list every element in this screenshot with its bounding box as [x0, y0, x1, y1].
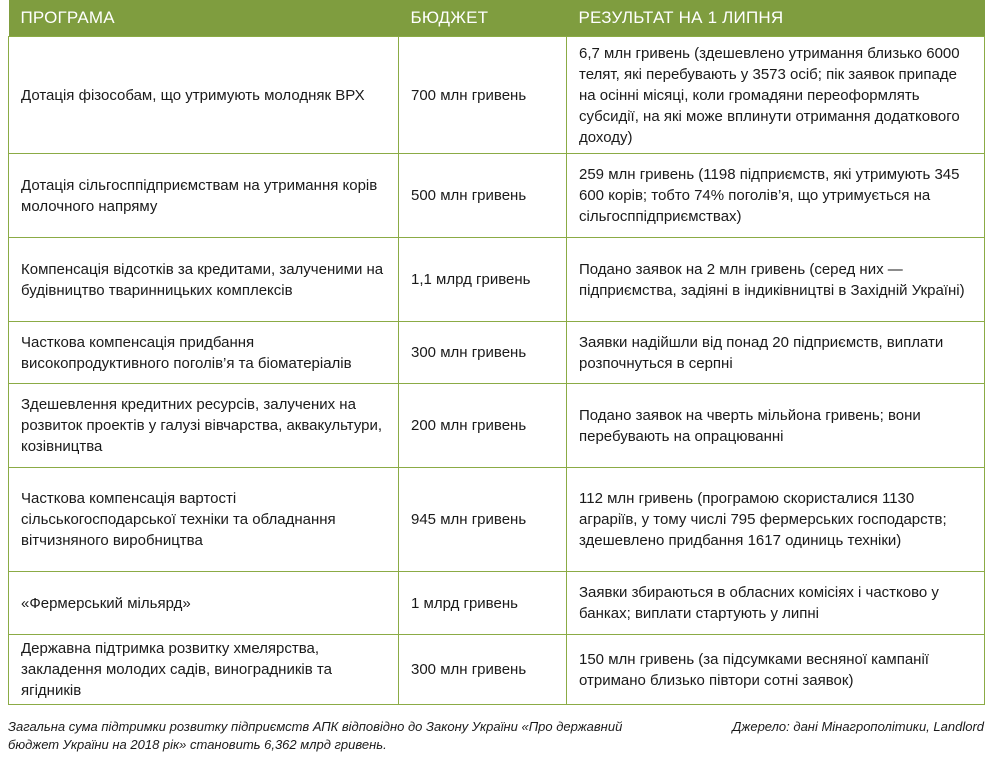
table-row	[9, 468, 985, 572]
header-budget: БЮДЖЕТ	[399, 0, 567, 37]
cell-budget: 1,1 млрд гривень	[399, 238, 567, 322]
cell-program: Компенсація відсотків за кредитами, залученими на будівництво тваринницьких комплексів	[9, 238, 399, 322]
cell-program: Часткова компенсація придбання високопродуктивного поголів’я та біоматеріалів	[9, 322, 399, 384]
header-result: РЕЗУЛЬТАТ НА 1 ЛИПНЯ	[567, 0, 985, 37]
cell-result: Заявки збираються в обласних комісіях і частково у банках; виплати стартують у липні	[567, 572, 985, 635]
table-row	[9, 572, 985, 635]
footnote: Загальна сума підтримки розвитку підприємств АПК відповідно до Закону України «Про державний бюджет України на 2018 рік» становить 6,362 млрд гривень.	[8, 719, 623, 752]
table-row	[9, 37, 985, 154]
table-row	[9, 154, 985, 238]
cell-result: Подано заявок на чверть мільйона гривень; вони перебувають на опрацюванні	[567, 384, 985, 468]
cell-program: «Фермерський мільярд»	[9, 572, 399, 635]
cell-budget: 700 млн гривень	[399, 37, 567, 154]
cell-result: 112 млн гривень (програмою скористалися 1130 аграріїв, у тому числі 795 фермерських господарств; здешевлено придбання 1617 одиниць техніки)	[567, 468, 985, 572]
cell-program: Державна підтримка розвитку хмелярства, закладення молодих садів, виноградників та ягідників	[9, 635, 399, 705]
table-row	[9, 384, 985, 468]
table-header	[9, 0, 985, 37]
cell-result: 150 млн гривень (за підсумками весняної кампанії отримано близько півтори сотні заявок)	[567, 635, 985, 705]
cell-budget: 200 млн гривень	[399, 384, 567, 468]
table-row	[9, 238, 985, 322]
table-row	[9, 635, 985, 705]
cell-budget: 1 млрд гривень	[399, 572, 567, 635]
programs-table	[8, 0, 985, 705]
table-body	[9, 37, 985, 705]
header-row	[9, 0, 985, 37]
cell-budget: 300 млн гривень	[399, 635, 567, 705]
cell-budget: 300 млн гривень	[399, 322, 567, 384]
header-program: ПРОГРАМА	[9, 0, 399, 37]
table-row	[9, 322, 985, 384]
cell-program: Дотація сільгосппідприємствам на утримання корів молочного напряму	[9, 154, 399, 238]
cell-budget: 945 млн гривень	[399, 468, 567, 572]
cell-program: Здешевлення кредитних ресурсів, залучених на розвиток проектів у галузі вівчарства, аквакультури, козівництва	[9, 384, 399, 468]
cell-budget: 500 млн гривень	[399, 154, 567, 238]
cell-result: 259 млн гривень (1198 підприємств, які утримують 345 600 корів; тобто 74% поголів’я, що утримується на сільгосппідприємствах)	[567, 154, 985, 238]
source-note: Джерело: дані Мінагрополітики, Landlord	[732, 719, 984, 734]
cell-result: 6,7 млн гривень (здешевлено утримання близько 6000 телят, які перебувають у 3573 осіб; пік заявок припаде на осінні місяці, коли громадяни переоформлять субсидії, на які може вплинути отримання додаткового доходу)	[567, 37, 985, 154]
cell-result: Подано заявок на 2 млн гривень (серед них — підприємства, задіяні в індиківництві в Західній Україні)	[567, 238, 985, 322]
cell-program: Дотація фізособам, що утримують молодняк ВРХ	[9, 37, 399, 154]
cell-program: Часткова компенсація вартості сільськогосподарської техніки та обладнання вітчизняного виробництва	[9, 468, 399, 572]
cell-result: Заявки надійшли від понад 20 підприємств, виплати розпочнуться в серпні	[567, 322, 985, 384]
